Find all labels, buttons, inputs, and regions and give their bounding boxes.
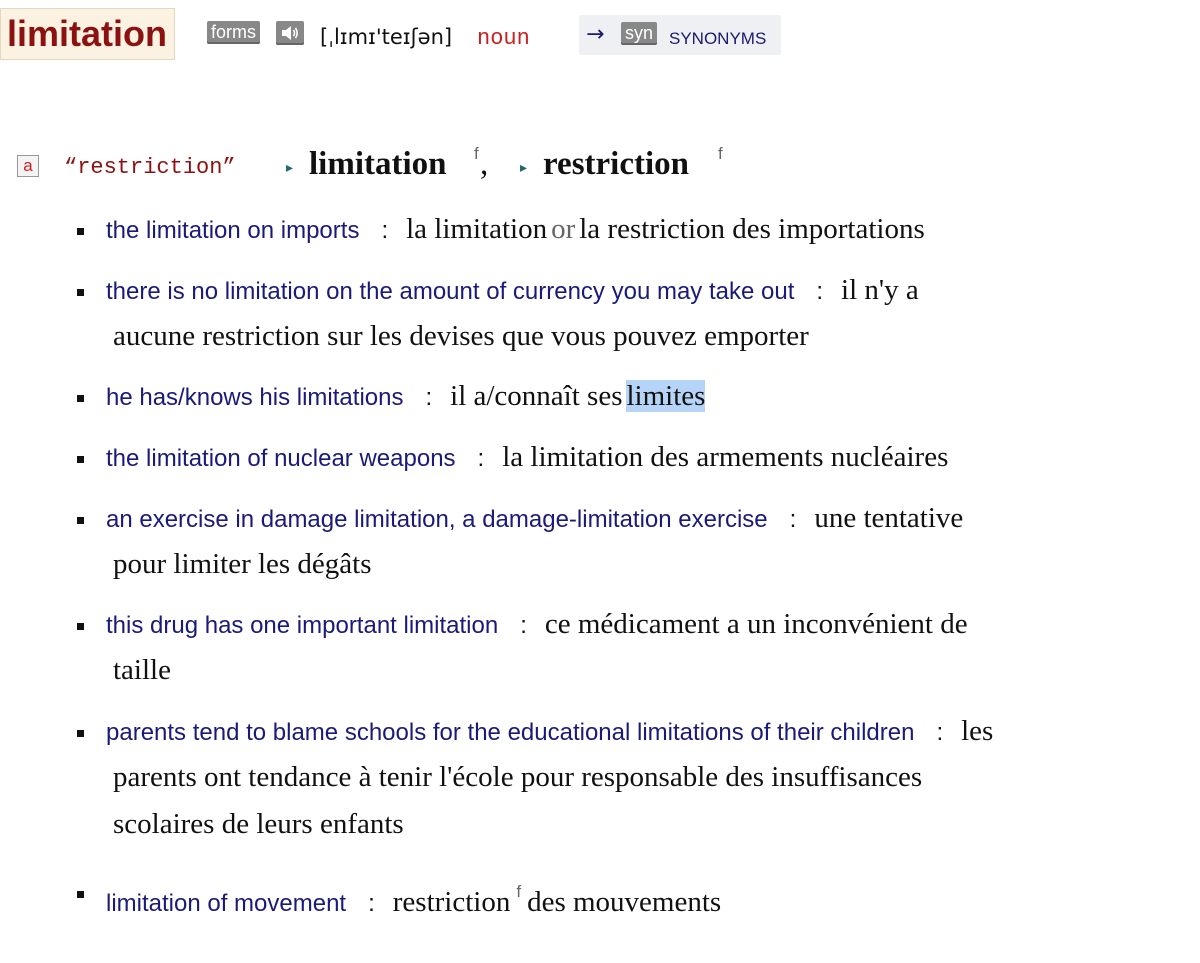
example-translation-continued: aucune restriction sur les devises que vous pouvez emporter [113,320,809,352]
bullet [77,730,84,737]
example-colon: : [936,719,944,746]
example-source: an exercise in damage limitation, a damage-limitation exercise [106,506,768,533]
bullet [77,623,84,630]
arrow-right-icon: → [586,22,605,47]
example-translation: ce médicament a un inconvénient de [544,608,968,640]
example-translation: la limitation des armements nucléaires [502,441,949,473]
example-translation-continued: taille [113,654,171,686]
example-source: he has/knows his limitations [106,384,404,411]
example-colon: : [368,890,375,917]
headword: limitation [0,8,175,60]
bullet [77,456,84,463]
bullet [77,891,84,898]
example-source: the limitation of nuclear weapons [106,445,456,472]
or-word: or [551,213,576,245]
example-translation-continued: parents ont tendance à tenir l'école pour responsable des insuffisances [113,761,923,793]
example-translation: la restriction des importations [579,213,925,245]
sense-letter: a [17,155,39,177]
gender-label: f [474,144,479,163]
example-source: this drug has one important limitation [106,612,499,639]
bullet [77,228,84,235]
translation-link[interactable]: limitation [309,146,447,182]
gender-label: f [516,882,522,901]
example-translation: il a/connaît ses [450,380,623,412]
triangle-bullet-icon: ▸ [520,160,528,176]
example-translation: une tentative [814,502,964,534]
syn-badge: syn [621,22,657,45]
example-translation-continued: scolaires de leurs enfants [113,808,404,840]
translation-separator: , [480,146,489,182]
sense-indicator: “restriction” [64,155,236,180]
example-colon: : [816,278,824,305]
translation-link[interactable]: restriction [543,146,690,182]
example-source: parents tend to blame schools for the educational limitations of their children [106,719,915,746]
example-source: the limitation on imports [106,217,360,244]
example-colon: : [381,217,389,244]
example-colon: : [520,612,527,639]
example-colon: : [477,445,485,472]
example-translation: il n'y a [841,274,919,306]
example-colon: : [789,506,797,533]
selected-text[interactable]: limites [626,380,706,412]
gender-label: f [718,144,723,163]
triangle-bullet-icon: ▸ [286,160,294,176]
example-colon: : [425,384,433,411]
bullet [77,517,84,524]
example-translation: les [961,715,994,747]
example-translation: la limitation [406,213,548,245]
example-translation: restriction [392,886,511,918]
example-translation-continued: pour limiter les dégâts [113,548,372,580]
example-source: limitation of movement [106,890,347,917]
synonyms-label: SYNONYMS [669,29,767,48]
pronunciation: [ˌlɪmɪ'teɪʃən] [320,25,453,49]
bullet [77,395,84,402]
bullet [77,289,84,296]
example-translation: des mouvements [527,886,722,918]
forms-button[interactable]: forms [207,21,260,44]
example-source: there is no limitation on the amount of currency you may take out [106,278,795,305]
part-of-speech: noun [477,26,530,51]
